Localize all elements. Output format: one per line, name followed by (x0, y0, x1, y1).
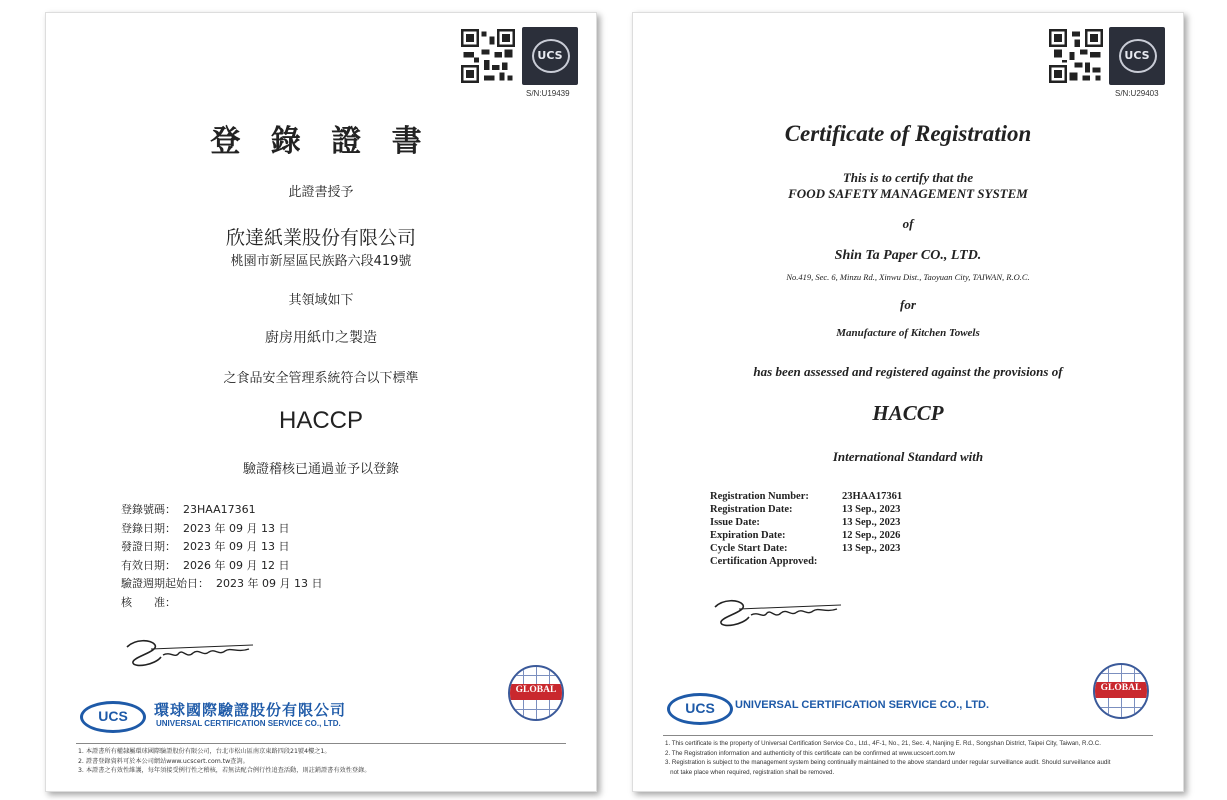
divider (76, 743, 566, 744)
certify-text: This is to certify that the (842, 170, 974, 185)
scope-text: Manufacture of Kitchen Towels (836, 327, 980, 339)
divider (663, 735, 1153, 736)
reg-row: 登錄日期： 2023 年 09 月 13 日 (121, 521, 290, 535)
reg-row: Registration Date: 13 Sep., 2023 (710, 504, 901, 515)
company-logo-name-zh: 環球國際驗證股份有限公司 (154, 701, 347, 719)
scope-intro: 其領域如下 (288, 293, 354, 308)
standard-name: HACCP (278, 407, 363, 434)
assessed-text: has been assessed and registered against the provisions of (753, 364, 1063, 379)
company-address: No.419, Sec. 6, Minzu Rd., Xinwu Dist., Taoyuan City, TAIWAN, R.O.C. (786, 272, 1030, 282)
reg-row: 發證日期： 2023 年 09 月 13 日 (121, 540, 290, 553)
conformance-text: 之食品安全管理系統符合以下標準 (223, 371, 419, 386)
standard-name: HACCP (872, 401, 944, 425)
hologram-seal-icon: UCS (522, 27, 578, 85)
signature-icon (709, 595, 844, 629)
reg-row: Issue Date: 13 Sep., 2023 (710, 517, 901, 528)
certificate-chinese (45, 12, 597, 792)
reg-row: Certification Approved: (710, 556, 818, 567)
registration-details (710, 490, 902, 568)
qr-code-icon (461, 29, 515, 83)
global-seal-icon: GLOBAL (508, 665, 564, 721)
reg-row: 核 准： (121, 595, 176, 609)
reg-row: Cycle Start Date: 13 Sep., 2023 (710, 543, 901, 554)
hologram-seal-icon: UCS (1109, 27, 1165, 85)
reg-row: 驗證週期起始日： 2023 年 09 月 13 日 (121, 577, 323, 590)
granted-text: 此證書授予 (288, 185, 354, 200)
company-logo-name: UNIVERSAL CERTIFICATION SERVICE CO., LTD. (735, 699, 990, 711)
company-name: 欣達紙業股份有限公司 (225, 227, 416, 249)
serial-number: S/N:U19439 (526, 89, 570, 98)
reg-row: 有效日期： 2026 年 09 月 12 日 (121, 558, 290, 572)
scope-text: 廚房用紙巾之製造 (265, 330, 377, 346)
ucs-logo-icon: UCS (667, 693, 733, 725)
footnotes: 1. This certificate is the property of Universal Certification Service Co., Ltd., 4F-1, No., 21, Sec. 4, Nanjing E. Rd., Songshan District, Taipei City, Taiwan, R.O.C. 2. The Registration information and authenticity of this certificate can be confirmed at www.ucscert.com.tw 3. Registration is subject to the management system being continually maintained to the above standard under regular surveillance audit. Should surveillance audit not take place when required, registration shall be removed. (665, 740, 1111, 776)
reg-row: Expiration Date: 12 Sep., 2026 (710, 530, 901, 541)
certificate-title: Certificate of Registration (784, 121, 1032, 146)
ucs-logo-icon: UCS (80, 701, 146, 733)
reg-row: Registration Number: 23HAA17361 (710, 491, 903, 502)
global-seal-icon: GLOBAL (1093, 663, 1149, 719)
for-text: for (900, 297, 916, 312)
reg-row: 登錄號碼： 23HAA17361 (121, 503, 256, 516)
certificate-title: 登 錄 證 書 (210, 124, 432, 159)
company-logo-name-en: UNIVERSAL CERTIFICATION SERVICE CO., LTD. (156, 719, 341, 728)
verified-text: 驗證稽核已通過並予以登錄 (242, 462, 399, 477)
international-text: International Standard with (832, 449, 984, 464)
system-name: FOOD SAFETY MANAGEMENT SYSTEM (788, 186, 1028, 201)
footnotes: 1. 本證書所有權隸屬環球國際驗證股份有限公司，台北市松山區南京東路四段21號4樓之1。 2. 證書登錄資料可於本公司網站www.ucscert.com.tw查詢。 3. 本證書之有效性維護，每年須接受例行性之稽核，若無法配合例行性追查活動，則註銷證書有效性登錄。 (78, 748, 371, 774)
certificate-english (632, 12, 1184, 792)
registration-details (121, 501, 322, 612)
of-text: of (902, 216, 914, 231)
serial-number: S/N:U29403 (1115, 89, 1159, 98)
company-address: 桃園市新屋區民族路六段419號 (230, 254, 412, 269)
signature-icon (121, 635, 256, 669)
qr-code-icon (1049, 29, 1103, 83)
company-name: Shin Ta Paper CO., LTD. (834, 248, 982, 263)
